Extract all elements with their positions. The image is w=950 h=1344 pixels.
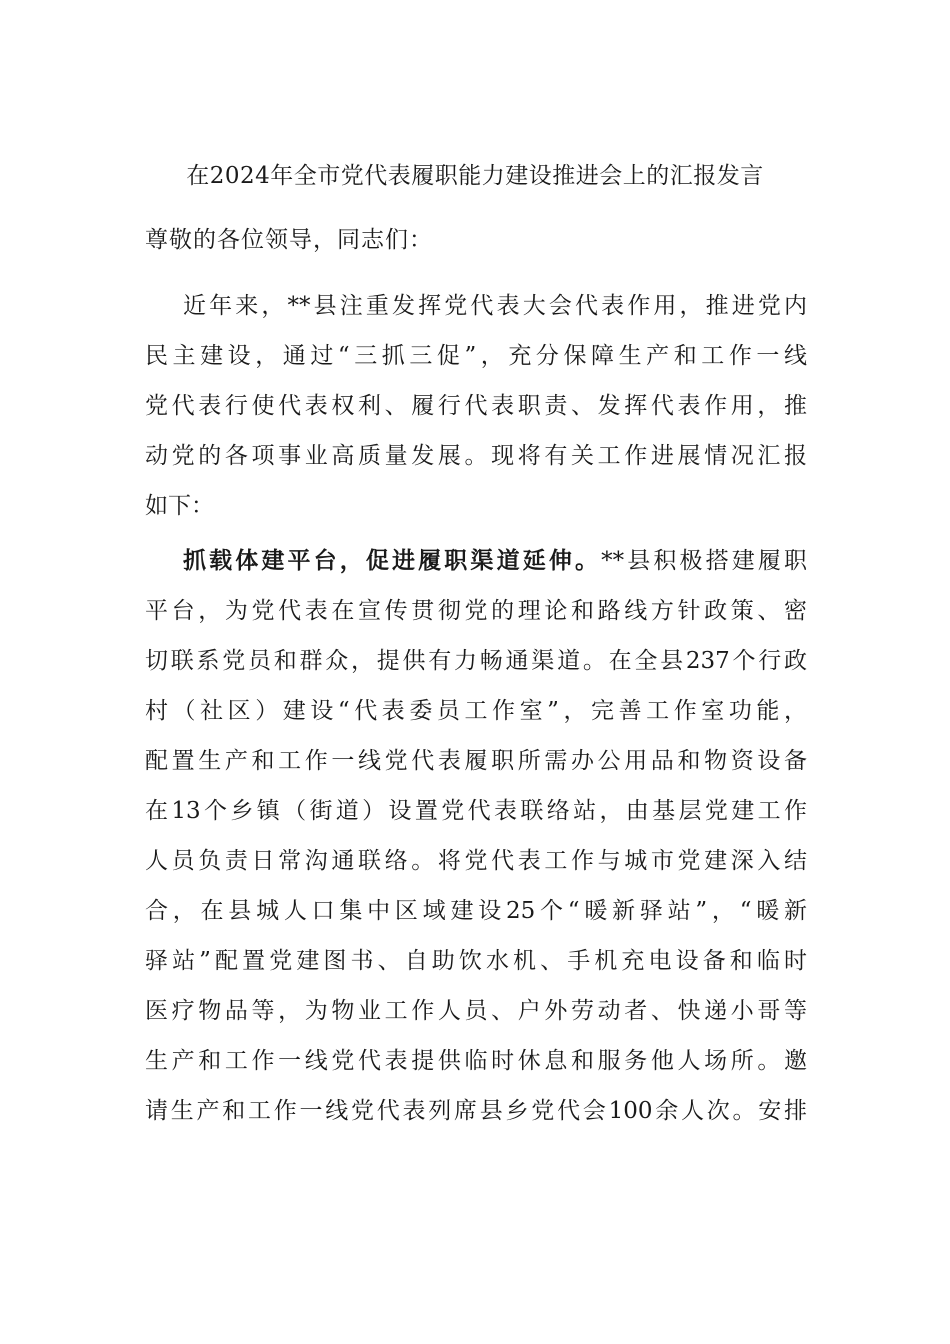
paragraph-line: 村（社区）建设“代表委员工作室”，完善工作室功能， (145, 698, 807, 724)
paragraph-line: 合，在县城人口集中区域建设25个“暖新驿站”，“暖新 (145, 898, 807, 924)
paragraph-line: 请生产和工作一线党代表列席县乡党代会100余人次。安排 (145, 1098, 807, 1124)
greeting: 尊敬的各位领导，同志们： (145, 227, 433, 253)
paragraph-first-line (145, 536, 807, 586)
paragraph-line: 如下： (145, 493, 214, 519)
paragraph-line: 动党的各项事业高质量发展。现将有关工作进展情况汇报 (145, 443, 807, 469)
section-heading: 抓载体建平台，促进履职渠道延伸。 (183, 547, 602, 574)
paragraph-line: 切联系党员和群众，提供有力畅通渠道。在全县237个行政 (145, 648, 807, 674)
paragraph-platform (145, 536, 807, 1136)
paragraph-line: 平台，为党代表在宣传贯彻党的理论和路线方针政策、密 (145, 598, 807, 624)
paragraph-line: 医疗物品等，为物业工作人员、户外劳动者、快递小哥等 (145, 998, 807, 1024)
paragraph-line: 民主建设，通过“三抓三促”，充分保障生产和工作一线 (145, 343, 807, 369)
paragraph-line: 党代表行使代表权利、履行代表职责、发挥代表作用，推 (145, 393, 807, 419)
document-title: 在2024年全市党代表履职能力建设推进会上的汇报发言 (186, 163, 764, 189)
paragraph-line-rest: **县积极搭建履职 (601, 548, 808, 574)
paragraph-line: 近年来，**县注重发挥党代表大会代表作用，推进党内 (183, 293, 807, 319)
paragraph-line: 生产和工作一线党代表提供临时休息和服务他人场所。邀 (145, 1048, 807, 1074)
paragraph-line: 在13个乡镇（街道）设置党代表联络站，由基层党建工作 (145, 798, 807, 824)
paragraph-line: 配置生产和工作一线党代表履职所需办公用品和物资设备 (145, 748, 807, 774)
paragraph-line: 人员负责日常沟通联络。将党代表工作与城市党建深入结 (145, 848, 807, 874)
paragraph-intro (145, 281, 807, 531)
paragraph-line: 驿站”配置党建图书、自助饮水机、手机充电设备和临时 (145, 948, 807, 974)
